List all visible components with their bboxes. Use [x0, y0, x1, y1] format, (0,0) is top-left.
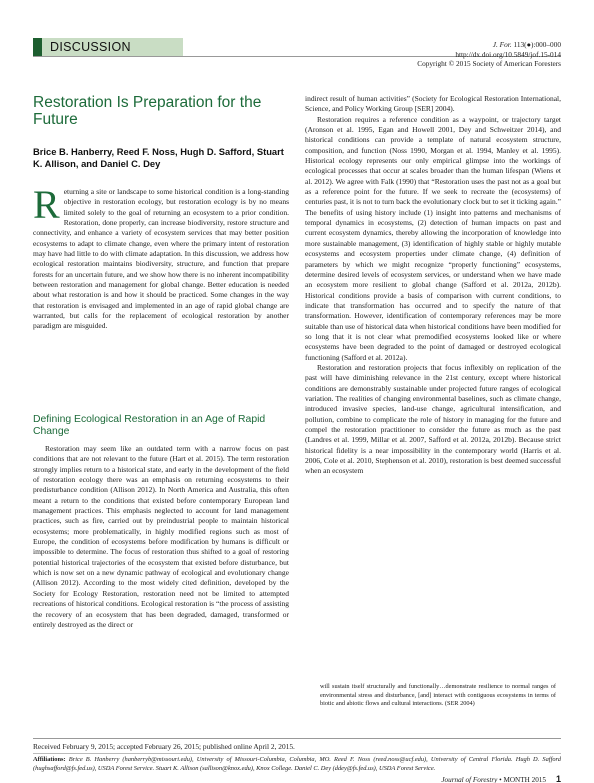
- right-column-body: [305, 94, 561, 477]
- body-paragraph: Restoration and restoration projects that focus inflexibly on replication of the past will have diminishing relevance in the 21st century, except where historical conditions are demonstrably sustainable under projected future ranges of ecological variation. The realities of changing environmental baselines, such as climate change, introduced invasive species, land-use change, agricultural intensification, and pollution, combine to complicate the role of history in managing for the future and compel the restoration practitioner to consider the future as much as the past (Landres et al. 1999, Millar et al. 2007, Safford et al. 2012a, 2012b). Because strict historical fidelity is a near impossibility in the contemporary world (Harris et al. 2006, Cole et al. 2010, Stephenson et al. 2010), restoration is best deemed successful when an ecosystem: [305, 362, 561, 476]
- page-footer: [441, 774, 561, 783]
- left-column-body: [33, 444, 289, 630]
- article-title: Restoration Is Preparation for the Future: [33, 94, 262, 128]
- drop-cap: R: [33, 182, 60, 227]
- citation-copyright: Copyright © 2015 Society of American Foresters: [417, 59, 561, 68]
- section-heading: Defining Ecological Restoration in an Age of Rapid Change: [33, 414, 266, 437]
- section-banner: [33, 38, 183, 56]
- affiliations: [33, 756, 561, 773]
- affiliations-text: Brice B. Hanberry (hanberryb@missouri.edu), University of Missouri-Columbia, Columbia, MO. Reed F. Noss (reed.noss@ucf.edu), University of Central Florida. Hugh D. Safford (hughsafford@fs.fed.us), USDA Forest Service. Stuart K. Allison (sallison@knox.edu), Knox College. Daniel C. Dey (ddey@fs.fed.us), USDA Forest Service.: [33, 756, 561, 772]
- abstract-text: eturning a site or landscape to some historical condition is a long-standing objective in restoration ecology, but restoration ecology is by no means limited solely to the goal of returning an ecosystem to a prior condition. Restoration, done properly, can increase biodiversity, restore structure and connectivity, and enhance a variety of ecosystem services that may better position ecosystems to adapt to climate change, even where the primary intent of restoration may have had little to do with climate adaptation. In this discussion, we address how ecological restoration maintains biodiversity, structure, and function that prepare forests for an uncertain future, and we show how there is no inherent incompatibility between restoration and management for global change. Better education is needed about what restoration is and how it should be practiced. Some changes in the way that restoration is envisaged and implemented in an age of rapid global change are warranted, but calls for the replacement of ecological restoration by another paradigm are misguided.: [33, 187, 289, 331]
- footer-rule: [33, 738, 561, 739]
- affiliations-label: Affiliations:: [33, 756, 66, 763]
- section-marker: [33, 38, 42, 56]
- body-paragraph: Restoration requires a reference condition as a waypoint, or trajectory target (Aronson et al. 1995, Egan and Howell 2001, Dey and Schweitzer 2014), and historical conditions can provide a template of natural ecosystem structure, composition, and function (Noss 1990, Morgan et al. 1994, Manley et al. 1995). Historical ecology represents our only empirical glimpse into the workings of ecological processes that occur at scales broader than the human lifespan (Wiens et al. 2012). We agree with Falk (1990) that “Restoration uses the past not as a goal but as a reference point for the future. If we seek to recreate the (ecosystems) of centuries past, it is not to turn back the evolutionary clock but to set it ticking again.” The benefits of using history include (1) insight into patterns and mechanisms of temporal dynamics in ecosystems, (2) detection of human impacts on past and current ecosystem dynamics, thereby allowing the incorporation of knowledge into more sustainable management, (3) identification of highly stable or highly mutable ecosystems and ecosystem properties under climate change, (4) definition of parameters by which we might recognize “properly functioning” ecosystems, determine desired levels of ecosystem services, or understand when we have made an ecosystem more resilient to global change (Safford et al. 2012a, 2012b). Historical conditions provide a basis of comparison with current conditions, to indicate that transformation has occurred and to specify the nature of that transformation. However, identification of contemporary references may be more suitable than use of historical data when historical conditions have been modified for so long that it is not clear what premodified ecosystems looked like or where ecosystems have been degraded to the point of damaged or destroyed ecological functioning (Safford et al. 2012a).: [305, 114, 561, 362]
- affiliation-rule: [33, 753, 561, 754]
- footer-journal: Journal of Forestry: [441, 776, 498, 783]
- footer-month: • MONTH 2015: [499, 776, 546, 783]
- block-quote: will sustain itself structurally and functionally…demonstrate resilience to normal ranges of environmental stress and disturbance, [and] interact with contiguous ecosystems in terms of biotic and abiotic flows and cultural interactions. (SER 2004): [320, 683, 556, 708]
- received-dates: Received February 9, 2015; accepted February 26, 2015; published online April 2, 2015.: [33, 742, 295, 751]
- continued-paragraph: indirect result of human activities” (Society for Ecological Restoration International, Science, and Policy Working Group [SER] 2004).: [305, 94, 561, 114]
- citation-doi[interactable]: http://dx.doi.org/10.5849/jof.15-014: [455, 49, 561, 59]
- body-paragraph: Restoration may seem like an outdated term with a narrow focus on past conditions that are not relevant to the future (Hart et al. 2015). The term restoration strongly implies return to a historical state, and early in the development of the field of restoration ecology there was an emphasis on returning ecosystems to their predisturbance condition (Allison 2012). In North America and Australia, this often meant a return to the conditions that existed before contemporary European land management practices. This emphasis neglected to account for land management practices, such as fire, carried out by preindustrial people to maintain historical ecosystems; more problematically, in highly modified regions such as most of Europe, the condition of ecosystems before modification by humans is difficult or impossible to determine. The focus of restoration thus shifted to a goal of restoring potential historical trajectories of the ecosystem that existed before disturbance, but which is now set on a new dynamic pathway of ecological and evolutionary change (Allison 2012). According to the most widely cited definition, developed by the Society for Ecology Restoration, restoration need not be limited to attempted recreations of historical conditions. Ecological restoration is “the process of assisting the recovery of an ecosystem that has been degraded, damaged, transformed or entirely destroyed as the direct or: [33, 444, 289, 629]
- page-number: 1: [555, 774, 561, 783]
- citation-block: [417, 40, 561, 69]
- section-label: DISCUSSION: [50, 40, 131, 54]
- abstract: [33, 182, 289, 332]
- article-authors: Brice B. Hanberry, Reed F. Noss, Hugh D. Safford, Stuart K. Allison, and Daniel C. Dey: [33, 146, 284, 169]
- citation-volume: 113(●):000–000: [511, 40, 561, 49]
- citation-journal: J. For.: [492, 40, 512, 49]
